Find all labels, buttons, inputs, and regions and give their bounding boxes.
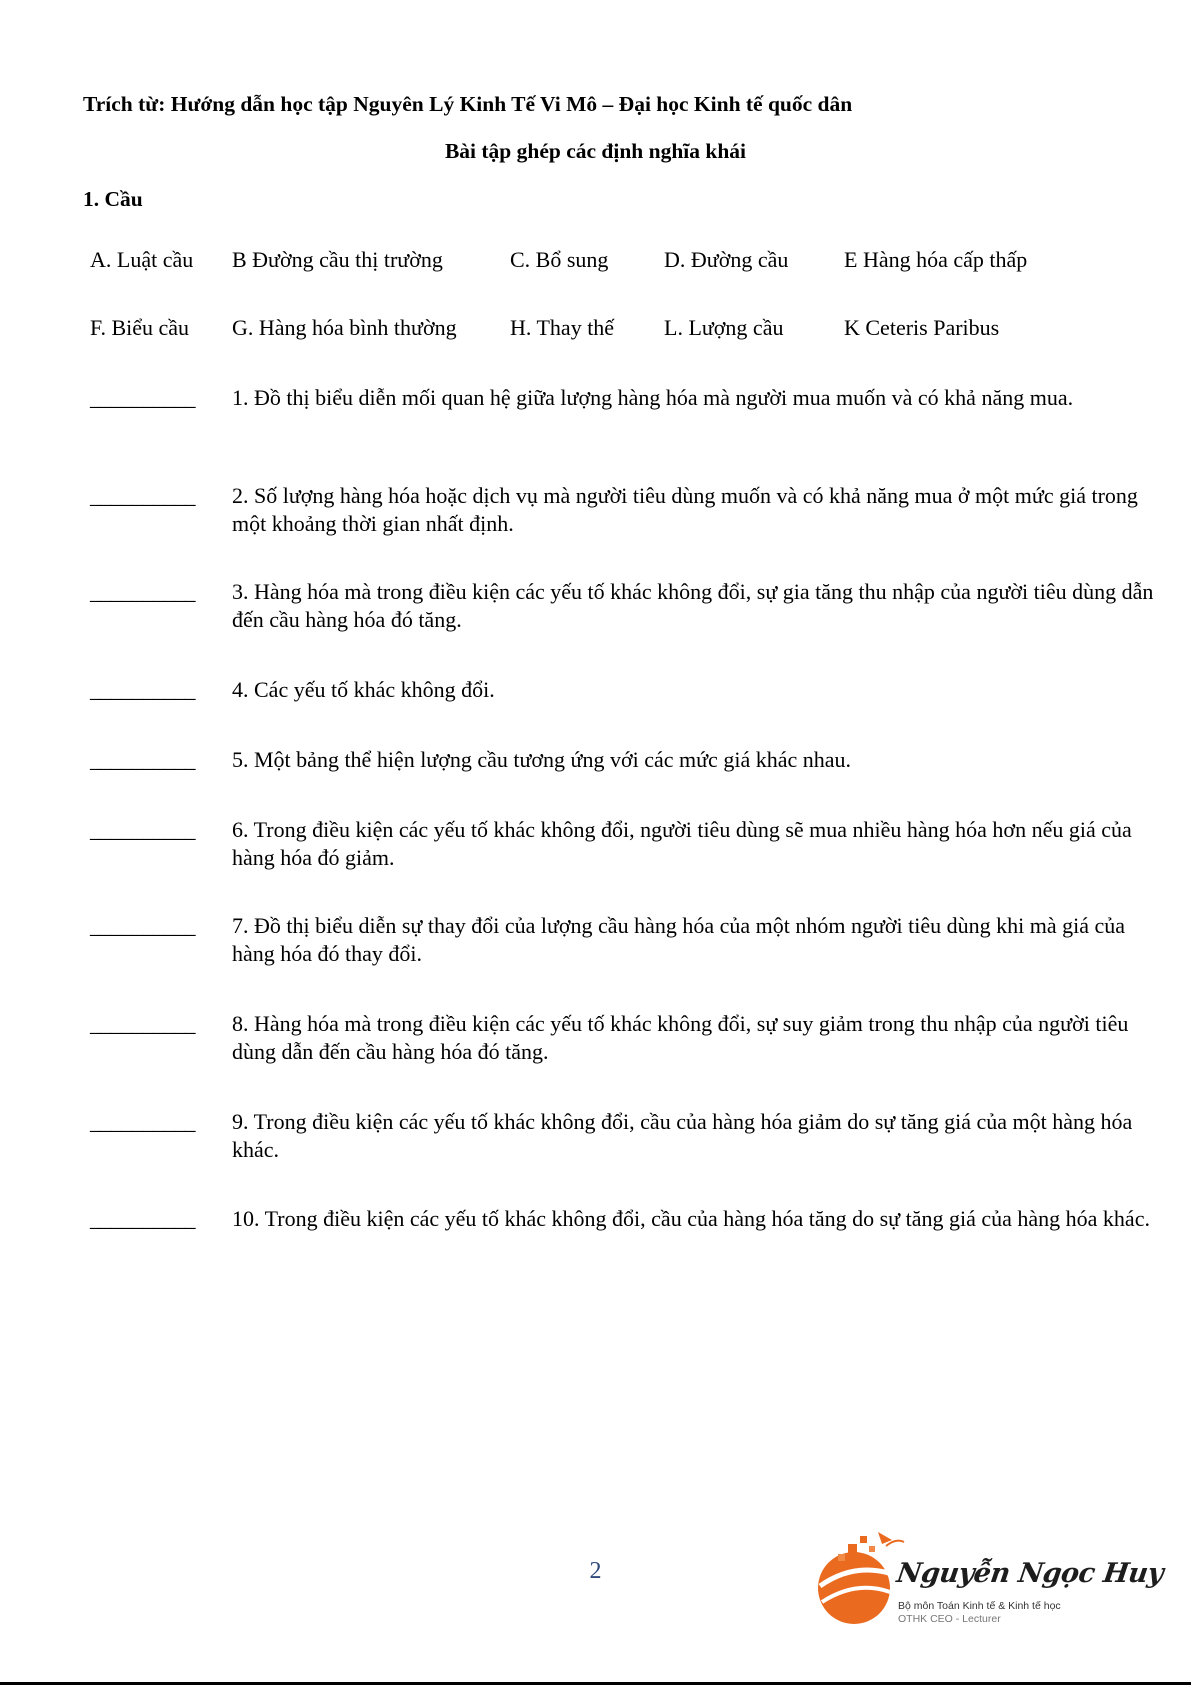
definition-text: 10. Trong điều kiện các yếu tố khác không đổi, cầu của hàng hóa tăng do sự tăng giá của hàng hóa khác. (232, 1206, 1150, 1231)
logo-role: OTHK CEO - Lecturer (898, 1613, 1001, 1625)
logo-name: Nguyễn Ngọc Huy (894, 1558, 1166, 1589)
definition-text: 7. Đồ thị biểu diễn sự thay đổi của lượng cầu hàng hóa của một nhóm người tiêu dùng khi mà giá của hàng hóa đó thay đổi. (232, 913, 1126, 966)
answer-blank[interactable]: __________ (90, 747, 195, 772)
term-c: C. Bổ sung (510, 247, 609, 272)
definition-text: 2. Số lượng hàng hóa hoặc dịch vụ mà người tiêu dùng muốn và có khả năng mua ở một mức giá trong một khoảng thời gian nhất định. (232, 483, 1138, 536)
answer-blank[interactable]: __________ (90, 483, 195, 508)
term-a: A. Luật cầu (90, 247, 194, 272)
term-k: K Ceteris Paribus (844, 315, 1000, 340)
logo-subtitle: Bộ môn Toán Kinh tế & Kinh tế học (898, 1600, 1061, 1612)
logo-emblem-icon (812, 1528, 908, 1628)
exercise-title: Bài tập ghép các định nghĩa khái (444, 139, 747, 163)
definition-text: 3. Hàng hóa mà trong điều kiện các yếu tố khác không đổi, sự gia tăng thu nhập của người tiêu dùng dẫn đến cầu hàng hóa đó tăng. (232, 579, 1154, 632)
term-l: L. Lượng cầu (664, 315, 784, 340)
term-h: H. Thay thế (510, 315, 615, 340)
definition-text: 8. Hàng hóa mà trong điều kiện các yếu tố khác không đổi, sự suy giảm trong thu nhập của người tiêu dùng dẫn đến cầu hàng hóa đó tăng. (232, 1011, 1129, 1064)
term-f: F. Biểu cầu (90, 315, 190, 340)
page-number: 2 (589, 1558, 602, 1584)
term-b: B Đường cầu thị trường (232, 247, 443, 272)
author-logo (812, 1528, 1166, 1628)
definition-text: 4. Các yếu tố khác không đổi. (232, 677, 495, 702)
answer-blank[interactable]: __________ (90, 677, 195, 702)
answer-blank[interactable]: __________ (90, 1011, 195, 1036)
answer-blank[interactable]: __________ (90, 1206, 195, 1231)
definition-text: 1. Đồ thị biểu diễn mối quan hệ giữa lượng hàng hóa mà người mua muốn và có khả năng mua. (232, 385, 1074, 410)
term-g: G. Hàng hóa bình thường (232, 315, 457, 340)
source-citation: Trích từ: Hướng dẫn học tập Nguyên Lý Kinh Tế Vi Mô – Đại học Kinh tế quốc dân (83, 92, 853, 116)
answer-blank[interactable]: __________ (90, 385, 195, 410)
answer-blank[interactable]: __________ (90, 913, 195, 938)
term-d: D. Đường cầu (664, 247, 789, 272)
section-heading: 1. Cầu (83, 187, 143, 211)
term-e: E Hàng hóa cấp thấp (844, 247, 1028, 272)
definition-text: 6. Trong điều kiện các yếu tố khác không đổi, người tiêu dùng sẽ mua nhiều hàng hóa hơn nếu giá của hàng hóa đó giảm. (232, 817, 1132, 870)
definition-text: 5. Một bảng thể hiện lượng cầu tương ứng với các mức giá khác nhau. (232, 747, 851, 772)
answer-blank[interactable]: __________ (90, 817, 195, 842)
definition-text: 9. Trong điều kiện các yếu tố khác không đổi, cầu của hàng hóa giảm do sự tăng giá của một hàng hóa khác. (232, 1109, 1133, 1162)
answer-blank[interactable]: __________ (90, 1109, 195, 1134)
answer-blank[interactable]: __________ (90, 579, 195, 604)
